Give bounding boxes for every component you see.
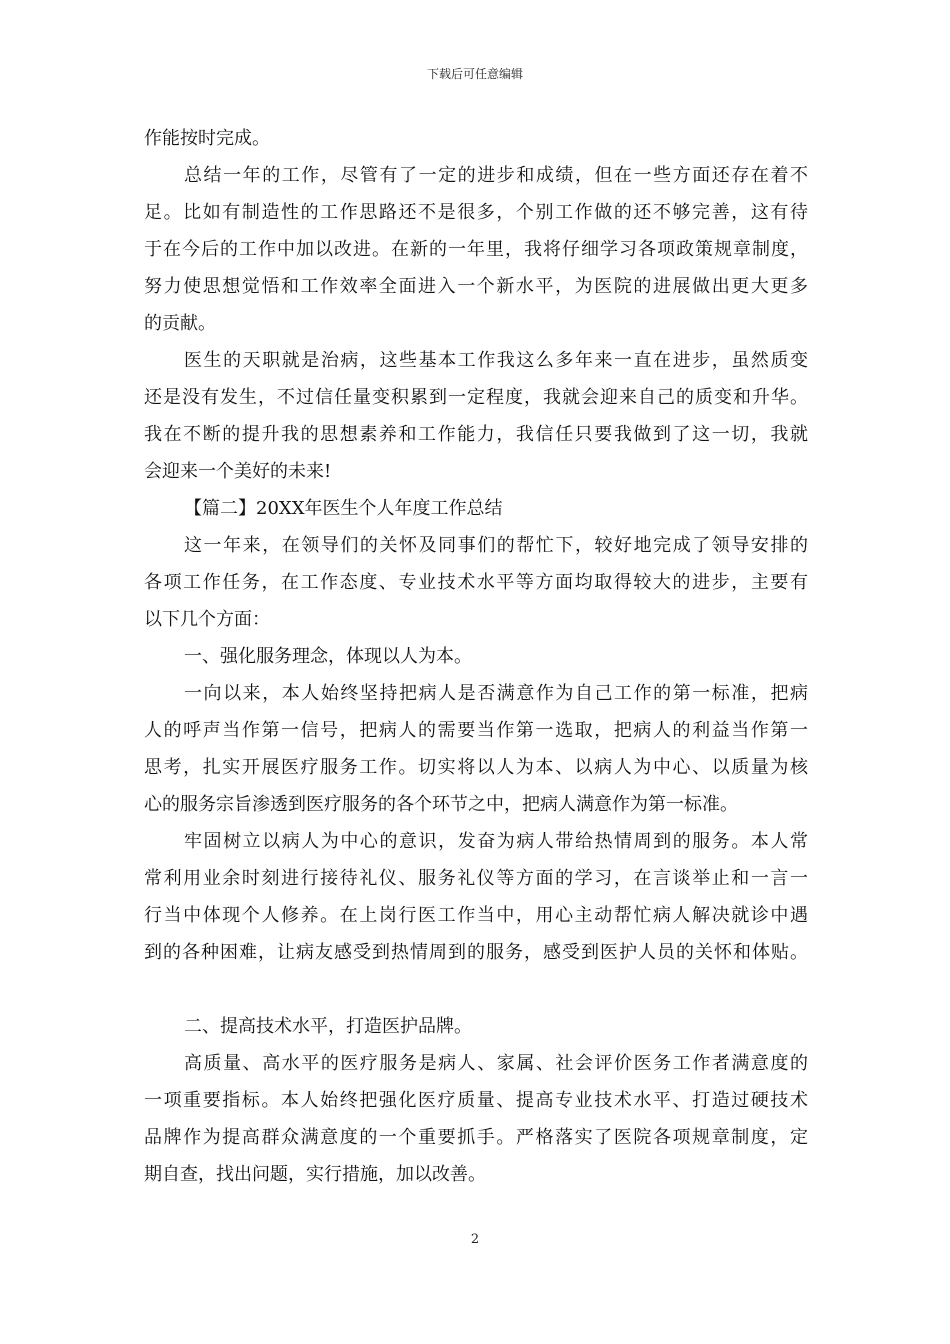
text-line: 努力使思想觉悟和工作效率全面进入一个新水平，为医院的进展做出更大更多 bbox=[144, 276, 808, 297]
text-line: 牢固树立以病人为中心的意识，发奋为病人带给热情周到的服务。本人常 bbox=[184, 831, 808, 852]
text-line: 品牌作为提高群众满意度的一个重要抓手。严格落实了医院各项规章制度，定 bbox=[144, 1127, 808, 1148]
page-number: 2 bbox=[470, 1232, 480, 1247]
subsection-heading: 二、提高技术水平，打造医护品牌。 bbox=[184, 1016, 472, 1037]
text-line: 的贡献。 bbox=[144, 313, 216, 334]
text-line: 行当中体现个人修养。在上岗行医工作当中，用心主动帮忙病人解决就诊中遇 bbox=[144, 905, 808, 926]
text-line: 到的各种困难，让病友感受到热情周到的服务，感受到医护人员的关怀和体贴。 bbox=[144, 942, 808, 963]
text-line: 作能按时完成。 bbox=[144, 128, 270, 149]
text-line: 一向以来，本人始终坚持把病人是否满意作为自己工作的第一标准，把病 bbox=[184, 683, 808, 704]
text-line: 一项重要指标。本人始终把强化医疗质量、提高专业技术水平、打造过硬技术 bbox=[144, 1090, 808, 1111]
text-line: 这一年来，在领导们的关怀及同事们的帮忙下，较好地完成了领导安排的 bbox=[184, 535, 808, 556]
text-line: 于在今后的工作中加以改进。在新的一年里，我将仔细学习各项政策规章制度， bbox=[144, 239, 808, 260]
text-line: 人的呼声当作第一信号，把病人的需要当作第一选取，把病人的利益当作第一 bbox=[144, 720, 808, 741]
text-line: 还是没有发生，不过信任量变积累到一定程度，我就会迎来自己的质变和升华。 bbox=[144, 387, 808, 408]
text-line: 思考，扎实开展医疗服务工作。切实将以人为本、以病人为中心、以质量为核 bbox=[144, 757, 808, 778]
section-heading: 【篇二】20XX年医生个人年度工作总结 bbox=[184, 498, 503, 519]
text-line: 足。比如有制造性的工作思路还不是很多，个别工作做的还不够完善，这有待 bbox=[144, 202, 808, 223]
document-body bbox=[144, 120, 808, 1193]
text-line: 总结一年的工作，尽管有了一定的进步和成绩，但在一些方面还存在着不 bbox=[184, 165, 808, 186]
text-line: 医生的天职就是治病，这些基本工作我这么多年来一直在进步，虽然质变 bbox=[184, 350, 808, 371]
text-line: 期自查，找出问题，实行措施，加以改善。 bbox=[144, 1164, 486, 1185]
text-line: 我在不断的提升我的思想素养和工作能力，我信任只要我做到了这一切，我就 bbox=[144, 424, 808, 445]
blank-line bbox=[144, 971, 808, 1008]
text-line: 各项工作任务，在工作态度、专业技术水平等方面均取得较大的进步，主要有 bbox=[144, 572, 808, 593]
page-header: 下载后可任意编辑 bbox=[426, 67, 523, 81]
text-line: 以下几个方面： bbox=[144, 609, 270, 630]
text-line: 高质量、高水平的医疗服务是病人、家属、社会评价医务工作者满意度的 bbox=[184, 1053, 808, 1074]
subsection-heading: 一、强化服务理念，体现以人为本。 bbox=[184, 646, 472, 667]
text-line: 常利用业余时刻进行接待礼仪、服务礼仪等方面的学习，在言谈举止和一言一 bbox=[144, 868, 808, 889]
text-line: 会迎来一个美好的未来! bbox=[144, 461, 332, 482]
text-line: 心的服务宗旨渗透到医疗服务的各个环节之中，把病人满意作为第一标准。 bbox=[144, 794, 738, 815]
